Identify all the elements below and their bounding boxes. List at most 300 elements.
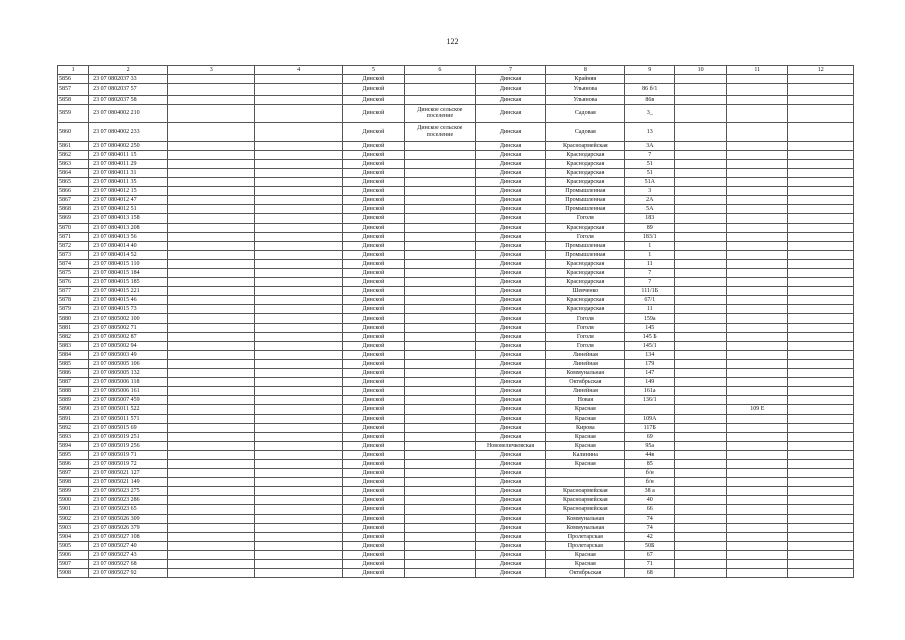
table-cell: Динской bbox=[342, 441, 404, 450]
table-cell bbox=[405, 341, 476, 350]
table-cell: 134 bbox=[625, 350, 675, 359]
table-cell: Динской bbox=[342, 187, 404, 196]
table-cell bbox=[675, 250, 727, 259]
table-cell bbox=[727, 332, 788, 341]
table-cell: 23 07 0804014 52 bbox=[89, 250, 168, 259]
table-cell: Динская bbox=[475, 396, 546, 405]
table-cell: 23 07 0804011 29 bbox=[89, 159, 168, 168]
table-cell: Краснодарская bbox=[546, 168, 625, 177]
table-cell bbox=[788, 232, 854, 241]
table-cell bbox=[405, 441, 476, 450]
table-cell: 23 07 0805027 43 bbox=[89, 550, 168, 559]
table-cell: 5887 bbox=[58, 378, 89, 387]
table-cell: 5862 bbox=[58, 150, 89, 159]
table-cell: 7 bbox=[625, 278, 675, 287]
header-cell: 12 bbox=[788, 66, 854, 75]
table-cell bbox=[405, 387, 476, 396]
table-cell: Краснодарская bbox=[546, 150, 625, 159]
table-cell bbox=[675, 532, 727, 541]
table-cell bbox=[675, 496, 727, 505]
table-cell: 5899 bbox=[58, 487, 89, 496]
table-cell bbox=[255, 178, 342, 187]
table-cell bbox=[727, 178, 788, 187]
table-cell: Динская bbox=[475, 178, 546, 187]
table-cell: 5894 bbox=[58, 441, 89, 450]
table-cell: Динская bbox=[475, 405, 546, 414]
table-cell bbox=[255, 560, 342, 569]
table-cell bbox=[405, 350, 476, 359]
table-cell: 23 07 0804015 73 bbox=[89, 305, 168, 314]
table-cell: Динской bbox=[342, 296, 404, 305]
table-cell: Гоголя bbox=[546, 314, 625, 323]
table-cell bbox=[727, 305, 788, 314]
table-cell: 95а bbox=[625, 441, 675, 450]
table-cell: Линейная bbox=[546, 359, 625, 368]
table-cell bbox=[168, 569, 255, 578]
table-cell: Динской bbox=[342, 196, 404, 205]
table-cell bbox=[255, 487, 342, 496]
table-cell bbox=[788, 369, 854, 378]
table-cell bbox=[168, 459, 255, 468]
table-cell bbox=[788, 214, 854, 223]
table-cell bbox=[405, 259, 476, 268]
table-cell: 51 bbox=[625, 168, 675, 177]
table-cell bbox=[168, 187, 255, 196]
table-cell: 23 07 0805015 69 bbox=[89, 423, 168, 432]
table-cell: 5908 bbox=[58, 569, 89, 578]
table-cell bbox=[405, 459, 476, 468]
table-cell: Динской bbox=[342, 523, 404, 532]
table-cell: Динская bbox=[475, 414, 546, 423]
table-cell bbox=[788, 432, 854, 441]
table-cell: Динская bbox=[475, 84, 546, 96]
table-cell bbox=[168, 323, 255, 332]
table-cell: 5895 bbox=[58, 450, 89, 459]
header-cell: 2 bbox=[89, 66, 168, 75]
table-cell bbox=[675, 569, 727, 578]
table-cell bbox=[727, 150, 788, 159]
table-cell bbox=[675, 104, 727, 123]
table-cell bbox=[727, 123, 788, 142]
table-cell: 23 07 0805002 87 bbox=[89, 332, 168, 341]
table-cell bbox=[168, 441, 255, 450]
table-cell: 5863 bbox=[58, 159, 89, 168]
table-cell: 23 07 0804015 110 bbox=[89, 259, 168, 268]
table-cell: 23 07 0804014 40 bbox=[89, 241, 168, 250]
table-cell: 117Б bbox=[625, 423, 675, 432]
table-cell: 23 07 0805011 522 bbox=[89, 405, 168, 414]
table-cell bbox=[727, 314, 788, 323]
table-cell bbox=[727, 387, 788, 396]
table-cell bbox=[405, 487, 476, 496]
table-cell bbox=[727, 441, 788, 450]
table-cell: Динской bbox=[342, 550, 404, 559]
table-cell bbox=[727, 523, 788, 532]
table-cell: 23 07 0804002 233 bbox=[89, 123, 168, 142]
table-cell bbox=[788, 178, 854, 187]
table-cell bbox=[788, 259, 854, 268]
table-cell bbox=[727, 168, 788, 177]
table-cell bbox=[168, 269, 255, 278]
table-cell bbox=[788, 196, 854, 205]
table-cell bbox=[168, 532, 255, 541]
table-cell: 40 bbox=[625, 496, 675, 505]
table-cell bbox=[168, 496, 255, 505]
table-cell bbox=[168, 75, 255, 84]
table-cell: Динской bbox=[342, 478, 404, 487]
table-cell: Динская bbox=[475, 95, 546, 104]
table-cell bbox=[727, 259, 788, 268]
header-cell: 6 bbox=[405, 66, 476, 75]
table-cell: Октябрьская bbox=[546, 378, 625, 387]
table-cell: 23 07 0804015 184 bbox=[89, 269, 168, 278]
table-cell bbox=[788, 469, 854, 478]
table-cell: Динской bbox=[342, 278, 404, 287]
table-cell bbox=[675, 269, 727, 278]
table-row bbox=[58, 569, 854, 578]
table-cell: 23 07 0805006 161 bbox=[89, 387, 168, 396]
table-cell: 5892 bbox=[58, 423, 89, 432]
table-cell: 5867 bbox=[58, 196, 89, 205]
table-cell: 23 07 0804012 47 bbox=[89, 196, 168, 205]
table-cell bbox=[727, 505, 788, 514]
table-cell bbox=[405, 150, 476, 159]
header-cell: 5 bbox=[342, 66, 404, 75]
table-cell: Краснодарская bbox=[546, 296, 625, 305]
table-cell: 1 bbox=[625, 250, 675, 259]
table-cell: 23 07 0802037 58 bbox=[89, 95, 168, 104]
table-cell bbox=[727, 341, 788, 350]
table-cell: 69 bbox=[625, 432, 675, 441]
table-cell bbox=[675, 459, 727, 468]
table-cell: 7 bbox=[625, 269, 675, 278]
table-cell: Красноармейская bbox=[546, 487, 625, 496]
table-cell: 68 bbox=[625, 569, 675, 578]
table-cell bbox=[727, 159, 788, 168]
table-cell: Динской bbox=[342, 350, 404, 359]
table-cell: Калинина bbox=[546, 450, 625, 459]
table-cell bbox=[727, 223, 788, 232]
table-row bbox=[58, 396, 854, 405]
table-row bbox=[58, 423, 854, 432]
table-row bbox=[58, 350, 854, 359]
table-cell: Садовая bbox=[546, 123, 625, 142]
table-cell bbox=[727, 478, 788, 487]
table-cell bbox=[255, 350, 342, 359]
table-cell bbox=[675, 159, 727, 168]
table-cell: 145/1 bbox=[625, 341, 675, 350]
table-cell bbox=[727, 205, 788, 214]
table-cell bbox=[255, 405, 342, 414]
table-cell bbox=[255, 359, 342, 368]
table-cell: 145 Б bbox=[625, 332, 675, 341]
table-cell bbox=[255, 432, 342, 441]
table-cell bbox=[255, 514, 342, 523]
table-cell: Динская bbox=[475, 459, 546, 468]
table-cell: Динской bbox=[342, 414, 404, 423]
table-cell bbox=[727, 496, 788, 505]
table-cell bbox=[788, 396, 854, 405]
table-cell: Динской bbox=[342, 359, 404, 368]
table-cell: 5896 bbox=[58, 459, 89, 468]
table-cell bbox=[675, 396, 727, 405]
table-cell bbox=[405, 378, 476, 387]
table-row bbox=[58, 187, 854, 196]
table-cell: Динской bbox=[342, 269, 404, 278]
table-cell bbox=[788, 84, 854, 96]
table-cell bbox=[255, 550, 342, 559]
table-cell bbox=[675, 196, 727, 205]
table-cell bbox=[675, 341, 727, 350]
table-cell bbox=[727, 241, 788, 250]
table-cell bbox=[168, 414, 255, 423]
table-cell bbox=[727, 396, 788, 405]
table-cell bbox=[788, 514, 854, 523]
table-cell bbox=[405, 278, 476, 287]
table-cell: Динской bbox=[342, 95, 404, 104]
table-row bbox=[58, 496, 854, 505]
table-cell bbox=[788, 123, 854, 142]
table-cell: 51 bbox=[625, 159, 675, 168]
table-cell: Промышленная bbox=[546, 196, 625, 205]
table-cell bbox=[168, 104, 255, 123]
table-cell: 23 07 0805019 256 bbox=[89, 441, 168, 450]
table-row bbox=[58, 523, 854, 532]
table-cell: Линейная bbox=[546, 350, 625, 359]
table-cell: 3 bbox=[625, 187, 675, 196]
table-cell: Промышленная bbox=[546, 205, 625, 214]
table-cell: Динская bbox=[475, 214, 546, 223]
table-cell bbox=[168, 541, 255, 550]
table-row bbox=[58, 387, 854, 396]
table-cell: Динской bbox=[342, 496, 404, 505]
table-cell: Нововеличковская bbox=[475, 441, 546, 450]
table-cell bbox=[788, 95, 854, 104]
table-row bbox=[58, 441, 854, 450]
table-cell bbox=[255, 196, 342, 205]
table-cell bbox=[788, 350, 854, 359]
table-cell bbox=[788, 223, 854, 232]
table-cell bbox=[405, 514, 476, 523]
table-cell bbox=[727, 541, 788, 550]
table-cell: 147 bbox=[625, 369, 675, 378]
header-cell: 8 bbox=[546, 66, 625, 75]
table-cell bbox=[675, 441, 727, 450]
table-cell bbox=[675, 378, 727, 387]
table-cell: 5872 bbox=[58, 241, 89, 250]
table-cell: 86в bbox=[625, 95, 675, 104]
table-cell: 5882 bbox=[58, 332, 89, 341]
table-cell: Красная bbox=[546, 550, 625, 559]
table-cell: 5889 bbox=[58, 396, 89, 405]
table-cell: 71 bbox=[625, 560, 675, 569]
table-cell: Динской bbox=[342, 287, 404, 296]
table-cell: Динская bbox=[475, 423, 546, 432]
table-row bbox=[58, 405, 854, 414]
table-cell bbox=[788, 341, 854, 350]
table-cell bbox=[788, 241, 854, 250]
table-cell bbox=[405, 305, 476, 314]
table-cell: Динской bbox=[342, 450, 404, 459]
table-cell bbox=[255, 259, 342, 268]
table-cell: Динской bbox=[342, 232, 404, 241]
table-cell bbox=[788, 459, 854, 468]
table-cell bbox=[675, 84, 727, 96]
table-cell: 23 07 0805003 49 bbox=[89, 350, 168, 359]
table-cell bbox=[727, 296, 788, 305]
table-cell: Краснодарская bbox=[546, 305, 625, 314]
table-cell: 7 bbox=[625, 150, 675, 159]
header-row bbox=[58, 66, 854, 75]
table-cell bbox=[675, 187, 727, 196]
table-row bbox=[58, 141, 854, 150]
table-cell: Динской bbox=[342, 123, 404, 142]
table-cell bbox=[727, 214, 788, 223]
table-cell bbox=[727, 95, 788, 104]
table-cell bbox=[405, 469, 476, 478]
table-cell: Динской bbox=[342, 150, 404, 159]
table-cell: 23 07 0805005 106 bbox=[89, 359, 168, 368]
table-cell: 1 bbox=[625, 241, 675, 250]
table-cell: Динская bbox=[475, 196, 546, 205]
table-cell: 5903 bbox=[58, 523, 89, 532]
table-cell bbox=[625, 75, 675, 84]
table-cell: 23 07 0805019 71 bbox=[89, 450, 168, 459]
table-cell bbox=[168, 341, 255, 350]
table-cell: 23 07 0804011 15 bbox=[89, 150, 168, 159]
table-cell bbox=[168, 369, 255, 378]
table-cell: 5877 bbox=[58, 287, 89, 296]
table-cell bbox=[405, 323, 476, 332]
table-cell: 183/1 bbox=[625, 232, 675, 241]
table-cell: Динской bbox=[342, 332, 404, 341]
table-cell: Красная bbox=[546, 405, 625, 414]
table-cell: Динской bbox=[342, 459, 404, 468]
table-cell: Динской bbox=[342, 141, 404, 150]
table-cell: Динская bbox=[475, 314, 546, 323]
table-cell: Динская bbox=[475, 241, 546, 250]
table-cell bbox=[788, 250, 854, 259]
table-cell: 23 07 0802037 57 bbox=[89, 84, 168, 96]
table-cell bbox=[405, 223, 476, 232]
table-cell: Динская bbox=[475, 141, 546, 150]
table-cell: 5875 bbox=[58, 269, 89, 278]
table-cell bbox=[255, 496, 342, 505]
table-cell bbox=[405, 560, 476, 569]
table-cell bbox=[625, 405, 675, 414]
table-cell: Динской bbox=[342, 305, 404, 314]
table-cell bbox=[788, 104, 854, 123]
table-cell: Ульянова bbox=[546, 84, 625, 96]
table-cell: 5864 bbox=[58, 168, 89, 177]
table-cell: Красная bbox=[546, 432, 625, 441]
table-cell bbox=[675, 150, 727, 159]
table-cell bbox=[675, 123, 727, 142]
table-cell bbox=[546, 478, 625, 487]
table-cell: Динской bbox=[342, 541, 404, 550]
table-cell: б/н bbox=[625, 469, 675, 478]
table-cell bbox=[168, 332, 255, 341]
table-cell bbox=[727, 323, 788, 332]
table-cell bbox=[675, 205, 727, 214]
table-cell bbox=[788, 496, 854, 505]
table-cell: 13 bbox=[625, 123, 675, 142]
table-cell bbox=[168, 560, 255, 569]
table-cell bbox=[788, 141, 854, 150]
table-cell bbox=[788, 287, 854, 296]
table-cell: Краснодарская bbox=[546, 159, 625, 168]
table-cell: Динская bbox=[475, 332, 546, 341]
table-cell: 23 07 0805007 459 bbox=[89, 396, 168, 405]
table-cell: Динская bbox=[475, 104, 546, 123]
table-cell bbox=[727, 269, 788, 278]
table-cell: 5859 bbox=[58, 104, 89, 123]
table-cell: Динской bbox=[342, 396, 404, 405]
table-cell bbox=[168, 223, 255, 232]
table-cell: Динская bbox=[475, 159, 546, 168]
table-cell: 5904 bbox=[58, 532, 89, 541]
table-cell bbox=[675, 405, 727, 414]
table-row bbox=[58, 214, 854, 223]
table-cell bbox=[255, 505, 342, 514]
table-cell bbox=[168, 450, 255, 459]
table-cell: Динская bbox=[475, 187, 546, 196]
table-cell bbox=[168, 514, 255, 523]
table-cell bbox=[405, 523, 476, 532]
table-cell: б/н bbox=[625, 478, 675, 487]
table-cell: Динская bbox=[475, 168, 546, 177]
table-cell bbox=[546, 469, 625, 478]
table-row bbox=[58, 560, 854, 569]
table-row bbox=[58, 450, 854, 459]
table-cell bbox=[675, 305, 727, 314]
table-cell bbox=[168, 259, 255, 268]
table-cell bbox=[727, 250, 788, 259]
table-cell bbox=[727, 569, 788, 578]
table-cell bbox=[788, 523, 854, 532]
table-cell bbox=[255, 523, 342, 532]
table-cell bbox=[788, 532, 854, 541]
table-row bbox=[58, 205, 854, 214]
table-cell: Динской bbox=[342, 469, 404, 478]
table-cell bbox=[788, 560, 854, 569]
table-cell: 23 07 0805002 100 bbox=[89, 314, 168, 323]
table-cell: 66 bbox=[625, 505, 675, 514]
table-cell: 86 б/1 bbox=[625, 84, 675, 96]
table-cell: Краснодарская bbox=[546, 269, 625, 278]
table-cell: Динская bbox=[475, 505, 546, 514]
table-cell bbox=[405, 84, 476, 96]
table-cell bbox=[255, 278, 342, 287]
registry-table bbox=[57, 65, 854, 578]
table-cell bbox=[255, 450, 342, 459]
table-row bbox=[58, 178, 854, 187]
table-cell bbox=[168, 359, 255, 368]
table-cell bbox=[405, 95, 476, 104]
table-cell: 23 07 0805023 65 bbox=[89, 505, 168, 514]
table-cell: 74 bbox=[625, 523, 675, 532]
table-cell bbox=[727, 84, 788, 96]
table-cell: Динской bbox=[342, 250, 404, 259]
table-cell: Динская bbox=[475, 250, 546, 259]
table-cell: 23 07 0805026 309 bbox=[89, 514, 168, 523]
table-cell: Динской bbox=[342, 378, 404, 387]
table-cell: Красноармейская bbox=[546, 505, 625, 514]
table-cell: Динская bbox=[475, 269, 546, 278]
table-cell bbox=[255, 123, 342, 142]
table-cell bbox=[255, 150, 342, 159]
table-cell: Динской bbox=[342, 487, 404, 496]
